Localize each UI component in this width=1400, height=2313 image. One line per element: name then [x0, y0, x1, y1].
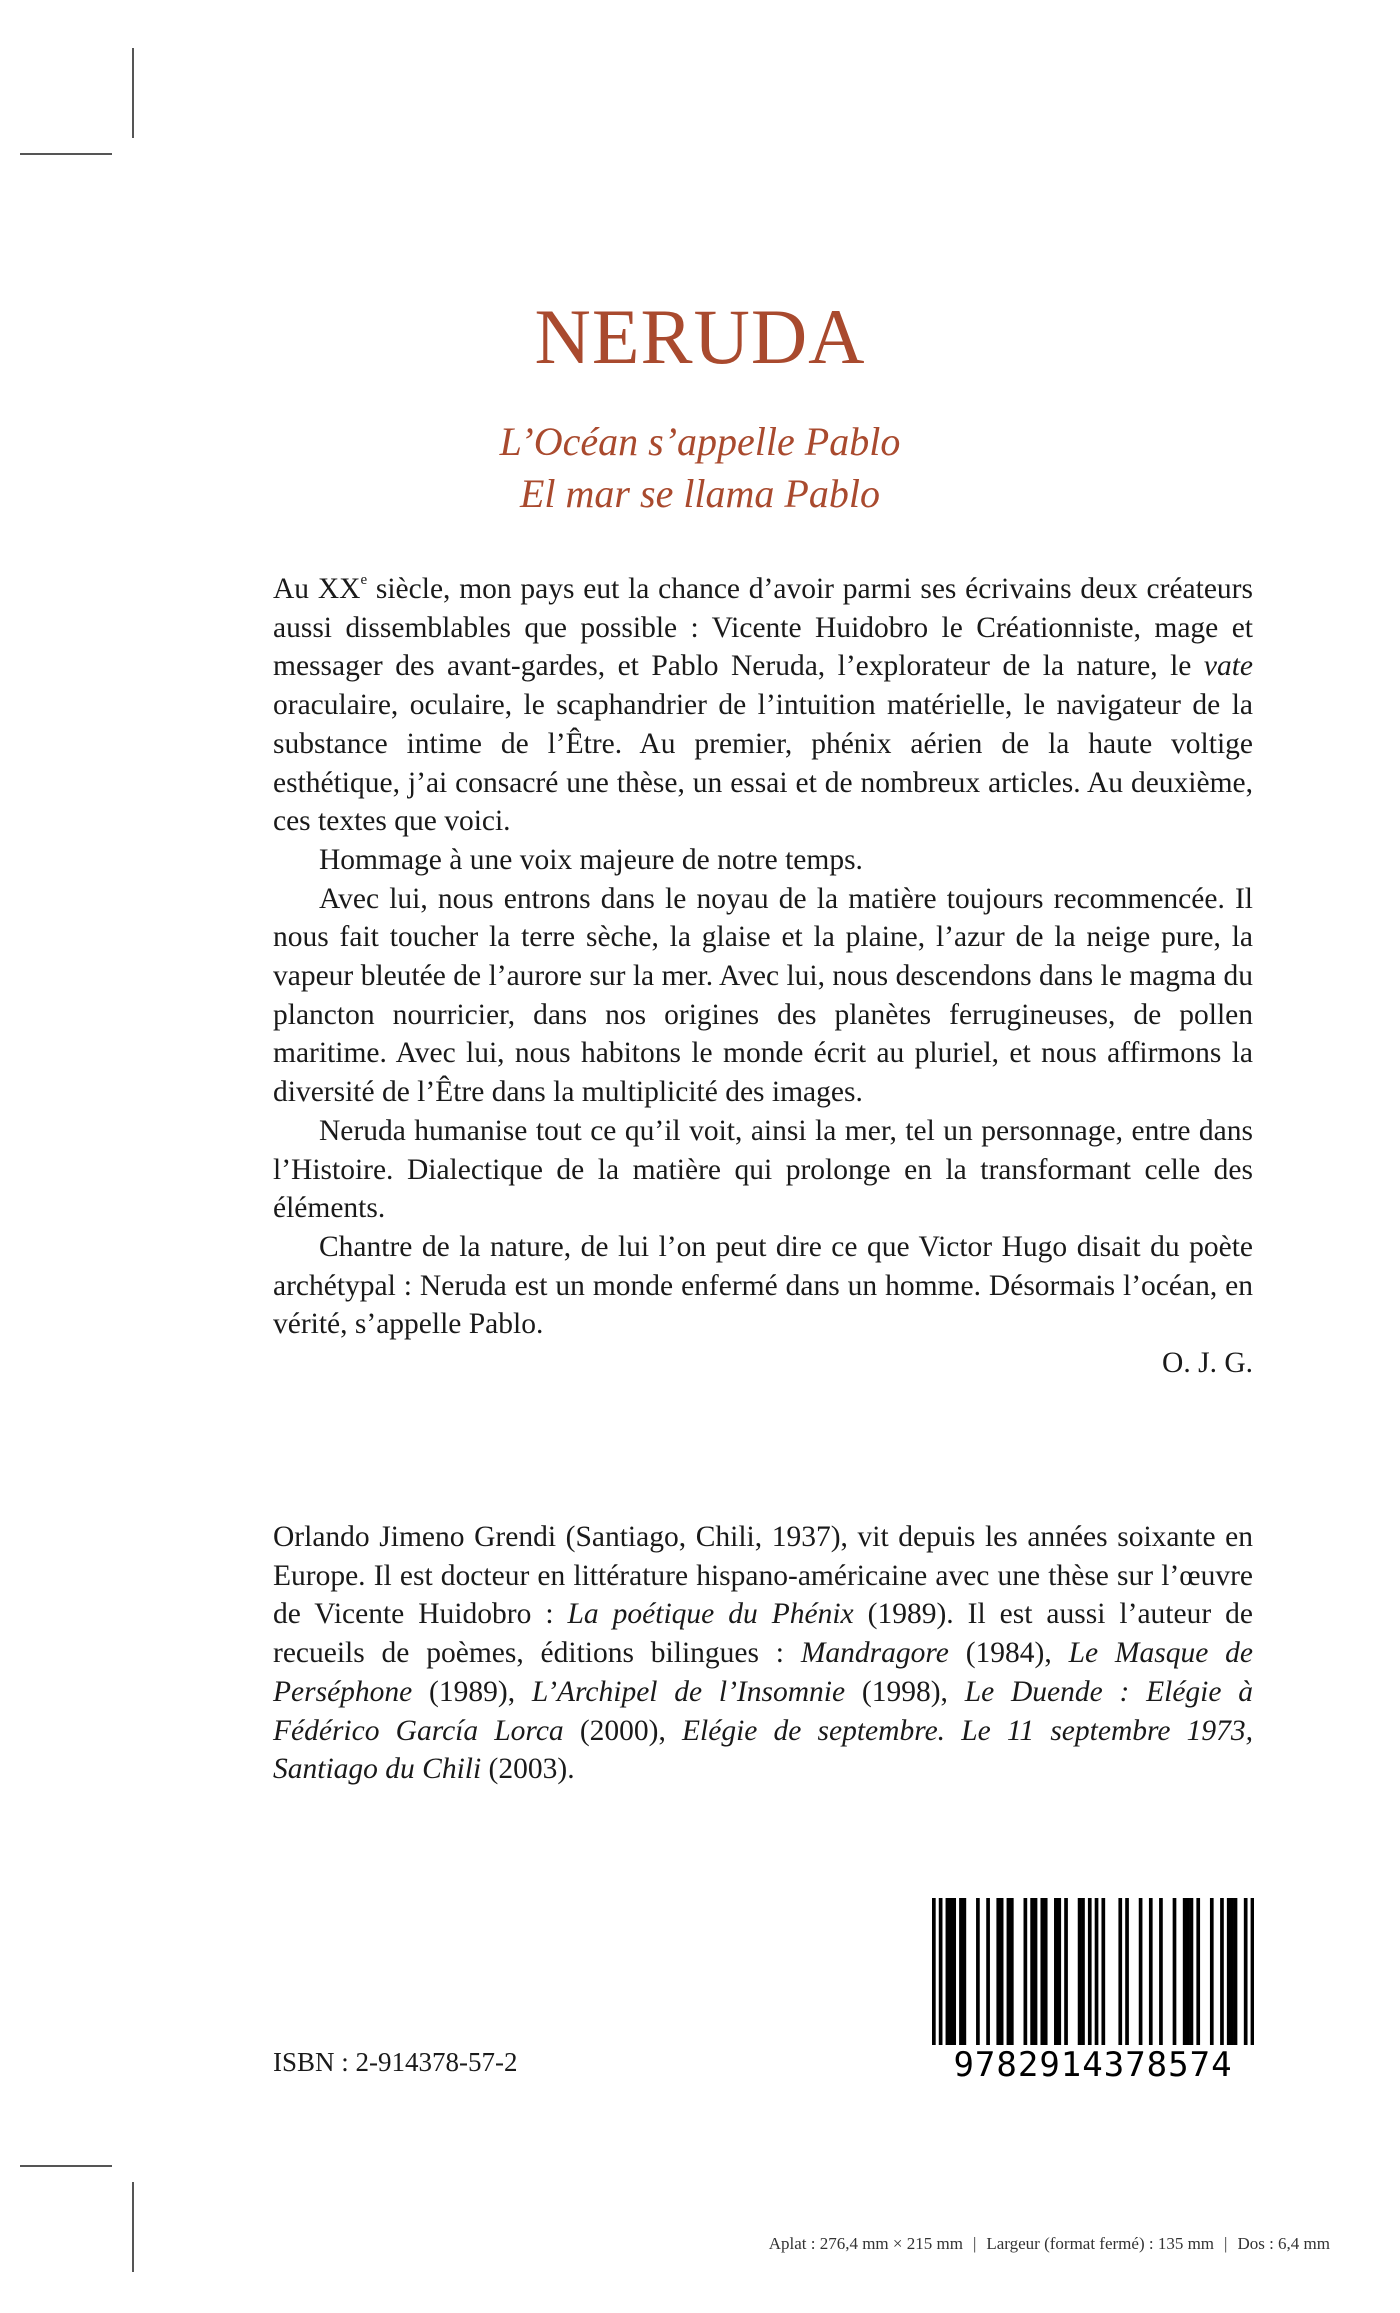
barcode-bar	[1196, 1898, 1200, 2048]
barcode-bar	[1010, 1898, 1014, 2048]
crop-mark-bottom-left-horizontal	[20, 2165, 112, 2167]
barcode-bar	[1149, 1898, 1153, 2048]
barcode-bar	[1220, 1898, 1224, 2048]
barcode-bar	[1210, 1898, 1214, 2048]
author-biography	[273, 1518, 1253, 1789]
bio-text: Orlando Jimeno Grendi (Santiago, Chili, 1937), vit depuis les années soixante en Europe. Il est docteur en littérature hispano-américaine avec une thèse sur l’œuvre de Vicente Huidobro :	[273, 1521, 1253, 1631]
barcode-bar	[1227, 1898, 1231, 2048]
barcode-bar	[996, 1898, 1000, 2048]
bio-paragraph	[273, 1518, 1253, 1789]
bio-text: (1998),	[845, 1675, 965, 1708]
barcode-bar	[1095, 1898, 1099, 2068]
bio-text: (1984),	[948, 1637, 1069, 1670]
essay-p1-italic: vate	[1203, 650, 1253, 683]
dimensions-separator: |	[1224, 2234, 1228, 2253]
barcode-bar	[1190, 1898, 1194, 2048]
barcode-bar	[1183, 1898, 1187, 2048]
barcode-bar	[932, 1898, 936, 2068]
blurb-essay	[273, 570, 1253, 1383]
bio-text: (2000),	[563, 1714, 683, 1747]
essay-paragraph-2: Hommage à une voix majeure de notre temps.	[319, 843, 863, 876]
essay-paragraph-4: Neruda humanise tout ce qu’il voit, ainsi la mer, tel un personnage, entre dans l’Histoire. Dialectique de la matière qui prolonge en la transformant celle des éléments.	[273, 1114, 1253, 1225]
barcode-bar	[1057, 1898, 1061, 2048]
barcode-bar	[1044, 1898, 1048, 2048]
barcode-bar	[1040, 1898, 1044, 2048]
dimensions-line	[769, 2234, 1330, 2254]
barcode-bar	[1064, 1898, 1068, 2048]
bio-work-title: Le Duende : Elégie à Fédérico García Lorca	[273, 1675, 1253, 1747]
barcode-bar	[1251, 1898, 1254, 2068]
barcode-bar	[1118, 1898, 1122, 2048]
barcode-bar	[1101, 1898, 1105, 2048]
barcode-bar	[1173, 1898, 1177, 2048]
bio-work-title: Elégie de septembre. Le 11 septembre 1973, Santiago du Chili	[273, 1714, 1254, 1786]
barcode-bar	[986, 1898, 990, 2048]
barcode-bar	[1078, 1898, 1082, 2048]
barcode-bar	[959, 1898, 963, 2048]
barcode-bar	[1007, 1898, 1011, 2048]
bio-work-title: L’Archipel de l’Insomnie	[531, 1675, 846, 1708]
barcode-bar	[949, 1898, 953, 2048]
barcode-bar	[1159, 1898, 1163, 2048]
barcode-bar	[963, 1898, 967, 2048]
barcode-digits: 9782914378574	[932, 2045, 1254, 2085]
bio-text: (1989),	[412, 1675, 532, 1708]
dimensions-aplat: Aplat : 276,4 mm × 215 mm	[768, 2234, 963, 2253]
essay-paragraph-1	[273, 570, 1253, 841]
barcode-bar	[952, 1898, 956, 2048]
barcode-bar	[1186, 1898, 1190, 2048]
essay-p1-prefix: Au XX	[273, 573, 361, 605]
barcode-bar	[1088, 1898, 1092, 2068]
essay-signature: O. J. G.	[1162, 1347, 1253, 1380]
bio-text: (2003).	[481, 1753, 575, 1786]
bio-text: (1989). Il est aussi l’auteur de recueils de poèmes, éditions bilingues :	[273, 1598, 1253, 1670]
barcode-bar	[1125, 1898, 1129, 2048]
barcode-bar	[1024, 1898, 1028, 2048]
barcode-bar	[1054, 1898, 1058, 2048]
barcode-bar	[946, 1898, 950, 2048]
barcode-bar	[1230, 1898, 1234, 2048]
barcode-bar	[1000, 1898, 1004, 2048]
barcode-bar	[1234, 1898, 1238, 2048]
barcode-bar	[1034, 1898, 1038, 2048]
barcode	[932, 1898, 1254, 2088]
barcode-bar	[976, 1898, 980, 2048]
crop-mark-top-left-vertical	[132, 48, 134, 138]
bio-work-title: Le Masque de Perséphone	[273, 1637, 1254, 1708]
subtitle-spanish: El mar se llama Pablo	[520, 471, 880, 516]
bio-work-title: La poétique du Phénix	[567, 1598, 854, 1631]
barcode-bar	[1030, 1898, 1034, 2048]
isbn-label: ISBN : 2-914378-57-2	[273, 2047, 518, 2077]
barcode-bars	[932, 1898, 1254, 2068]
century-superscript: e	[360, 572, 368, 588]
dimensions-largeur: Largeur (format fermé) : 135 mm	[986, 2234, 1215, 2253]
essay-p1-text-b: oraculaire, oculaire, le scaphandrier de l’intuition matérielle, le navigateur de la substance intime de l’Être. Au premier, phénix aérien de la haute voltige esthétique, j’ai consacré une thèse, un essai et de nombreux articles. Au deuxième, ces textes que voici.	[273, 689, 1253, 838]
dimensions-separator: |	[972, 2234, 977, 2253]
book-title: NERUDA	[534, 293, 866, 380]
dimensions-dos: Dos : 6,4 mm	[1237, 2234, 1330, 2253]
barcode-bar	[1244, 1898, 1248, 2068]
barcode-bar	[1081, 1898, 1085, 2048]
subtitle-french: L’Océan s’appelle Pablo	[499, 419, 901, 464]
crop-mark-bottom-left-vertical	[132, 2182, 134, 2272]
crop-mark-top-left-horizontal	[20, 153, 112, 155]
barcode-bar	[1139, 1898, 1143, 2048]
barcode-bar	[939, 1898, 943, 2068]
bio-work-title: Mandragore	[800, 1637, 949, 1670]
essay-paragraph-3: Avec lui, nous entrons dans le noyau de la matière toujours recommencée. Il nous fait toucher la terre sèche, la glaise et la plaine, l’azur de la neige pure, la vapeur bleutée de l’aurore sur la mer. Avec lui, nous descendons dans le magma du plancton nourricier, dans nos origines des planètes ferrugineuses, de pollen maritime. Avec lui, nous habitons le monde écrit au pluriel, et nous affirmons la diversité de l’Être dans la multiplicité des images.	[273, 882, 1253, 1109]
essay-paragraph-5: Chantre de la nature, de lui l’on peut dire ce que Victor Hugo disait du poète archétypal : Neruda est un monde enfermé dans un homme. Désormais l’océan, en vérité, s’appelle Pablo.	[273, 1230, 1253, 1341]
essay-p1-text-a: siècle, mon pays eut la chance d’avoir parmi ses écrivains deux créateurs aussi dissemblables que possible : Vicente Huidobro le Créationniste, mage et messager des avant-gardes, et Pablo Neruda, l’explorateur de la nature, le	[273, 573, 1253, 683]
